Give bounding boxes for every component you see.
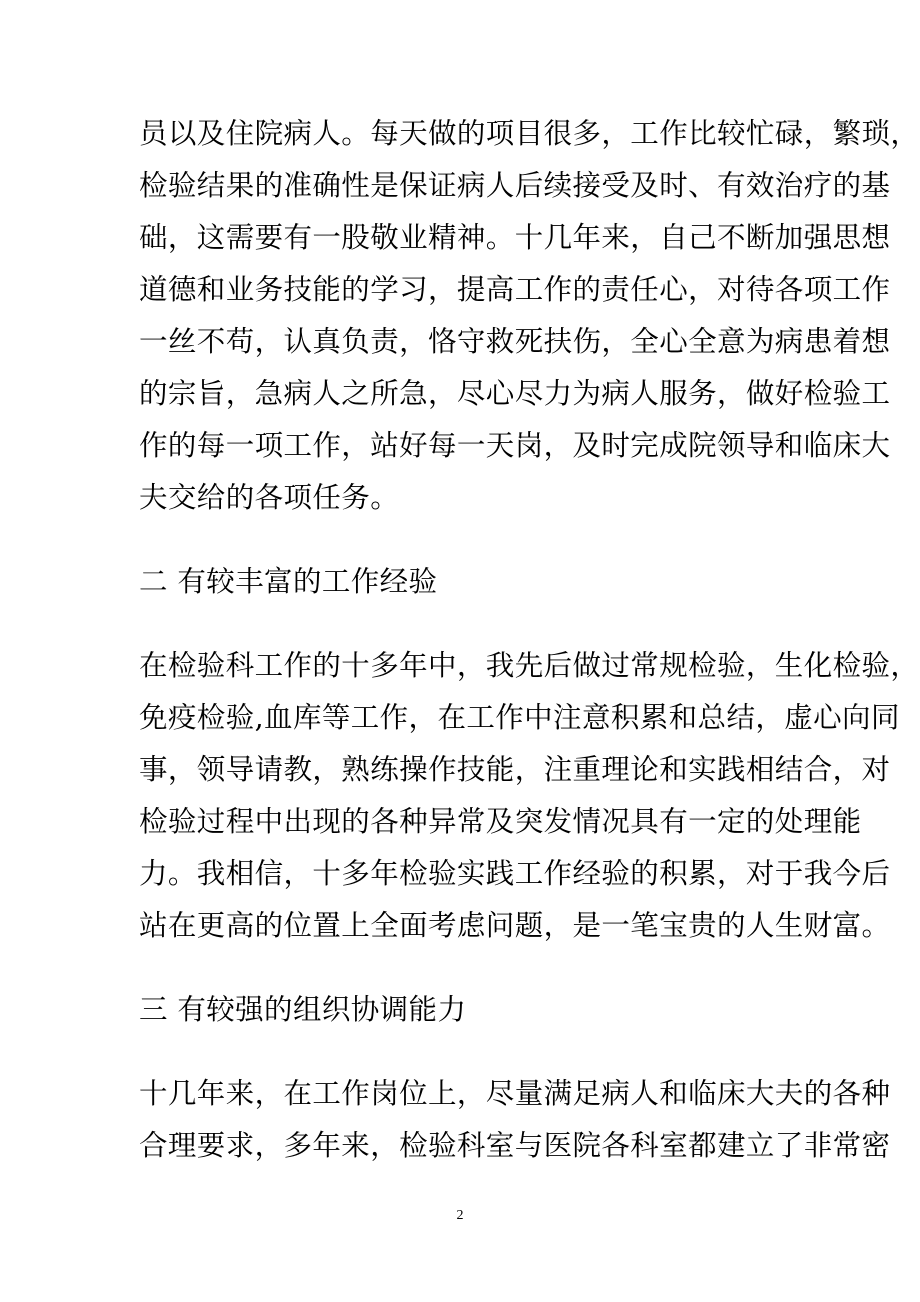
paragraph-line: 检验结果的准确性是保证病人后续接受及时、有效治疗的基 bbox=[139, 169, 891, 202]
paragraph-line: 员以及住院病人。每天做的项目很多，工作比较忙碌，繁琐， bbox=[139, 117, 920, 150]
paragraph-line: 站在更高的位置上全面考虑问题，是一笔宝贵的人生财富。 bbox=[139, 909, 891, 942]
paragraph-line: 础，这需要有一股敬业精神。十几年来，自己不断加强思想 bbox=[139, 221, 891, 254]
paragraph-line: 的宗旨，急病人之所急，尽心尽力为病人服务，做好检验工 bbox=[139, 377, 891, 410]
paragraph-line: 道德和业务技能的学习，提高工作的责任心，对待各项工作 bbox=[139, 273, 891, 306]
page-number: 2 bbox=[456, 1208, 464, 1223]
paragraph-line: 事，领导请教，熟练操作技能，注重理论和实践相结合，对 bbox=[139, 753, 891, 786]
paragraph-line: 在检验科工作的十多年中，我先后做过常规检验，生化检验， bbox=[139, 649, 920, 682]
section-heading-3: 三 有较强的组织协调能力 bbox=[139, 993, 467, 1026]
paragraph-line: 力。我相信，十多年检验实践工作经验的积累，对于我今后 bbox=[139, 857, 891, 890]
section-heading-2: 二 有较丰富的工作经验 bbox=[139, 565, 438, 598]
paragraph-line: 合理要求，多年来，检验科室与医院各科室都建立了非常密 bbox=[139, 1129, 891, 1162]
paragraph-line: 夫交给的各项任务。 bbox=[139, 481, 400, 514]
paragraph-line: 检验过程中出现的各种异常及突发情况具有一定的处理能 bbox=[139, 805, 862, 838]
paragraph-line: 免疫检验,血库等工作，在工作中注意积累和总结，虚心向同 bbox=[139, 701, 900, 734]
paragraph-line: 十几年来，在工作岗位上，尽量满足病人和临床大夫的各种 bbox=[139, 1077, 891, 1110]
paragraph-line: 一丝不苟，认真负责，恪守救死扶伤，全心全意为病患着想 bbox=[139, 325, 891, 358]
paragraph-line: 作的每一项工作，站好每一天岗，及时完成院领导和临床大 bbox=[139, 429, 891, 462]
